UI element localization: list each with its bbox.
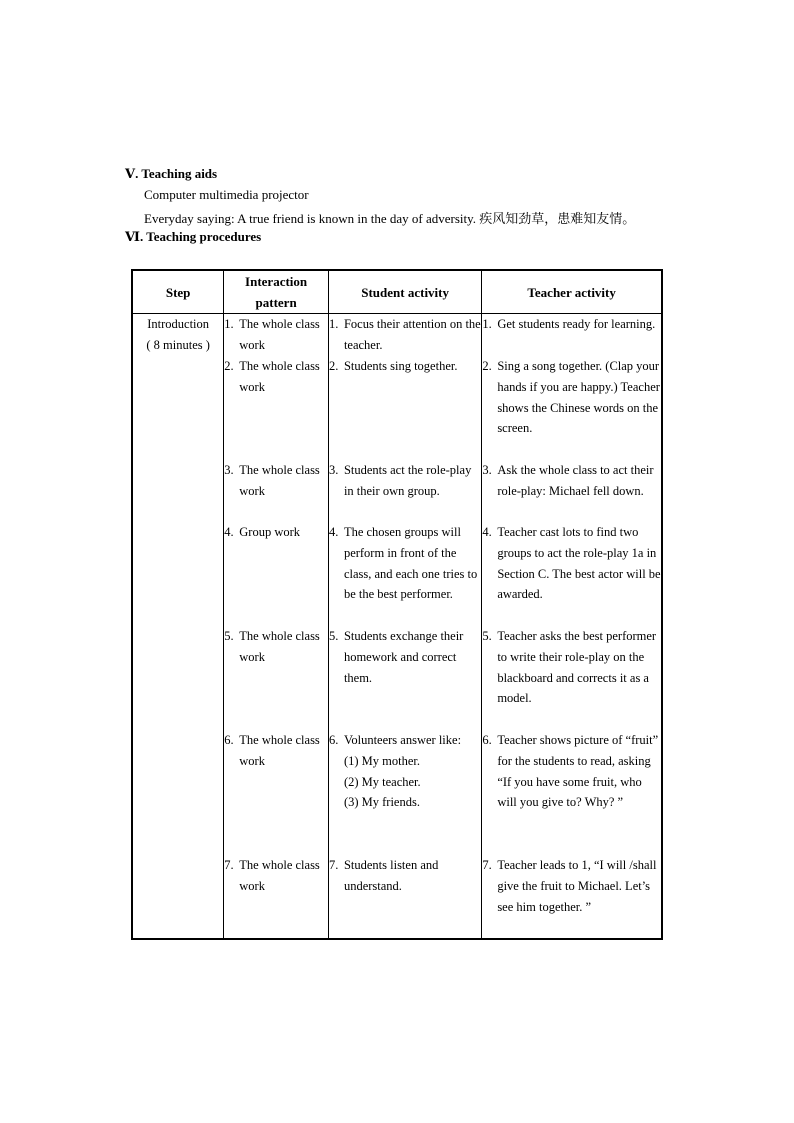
teacher-item: 7. Teacher leads to 1, “I will /shall give the fruit to Michael. Let’s see him together. ”	[482, 858, 657, 914]
header-pattern-line2: pattern	[255, 295, 297, 310]
teacher-activity-cell	[482, 314, 662, 940]
teacher-item: 6. Teacher shows picture of “fruit” for the students to read, asking “If you have some fruit, who will you give to? Why? ”	[482, 733, 659, 810]
teacher-item: 5. Teacher asks the best performer to write their role-play on the blackboard and corrects it as a model.	[482, 629, 657, 706]
pattern-item: 7. The whole class work	[224, 858, 320, 893]
pattern-item: 1. The whole class work	[224, 317, 320, 352]
student-item: 2. Students sing together.	[328, 359, 458, 373]
header-interaction-pattern	[224, 270, 329, 314]
pattern-item: 2. The whole class work	[224, 359, 320, 394]
section-heading-teaching-procedures: Ⅵ. Teaching procedures	[125, 229, 262, 244]
pattern-item: 6. The whole class work	[224, 733, 320, 768]
header-pattern-line1: Interaction	[245, 274, 308, 289]
student-item: 3. Students act the role-play in their own group.	[328, 463, 472, 498]
everyday-saying-line: Everyday saying: A true friend is known in the day of adversity. 疾风知劲草，患难知友情。	[144, 211, 636, 226]
student-sub-item: (1) My mother.	[343, 753, 420, 768]
step-name: Introduction	[147, 317, 210, 331]
student-sub-item: (2) My teacher.	[343, 774, 421, 789]
section-heading-teaching-aids: Ⅴ. Teaching aids	[125, 166, 218, 181]
pattern-cell	[224, 314, 329, 940]
student-item: 1. Focus their attention on the teacher.	[328, 317, 481, 352]
step-cell	[132, 314, 224, 940]
student-item: 7. Students listen and understand.	[328, 858, 439, 893]
header-student-activity: Student activity	[328, 270, 481, 314]
student-item: 4. The chosen groups will perform in front of the class, and each one tries to be the best performer.	[328, 525, 478, 602]
step-duration: ( 8 minutes )	[146, 337, 210, 352]
student-activity-cell	[328, 314, 481, 940]
teacher-item: 3. Ask the whole class to act their role-play: Michael fell down.	[482, 463, 654, 498]
student-item: 5. Students exchange their homework and correct them.	[328, 629, 464, 685]
teacher-item: 2. Sing a song together. (Clap your hands if you are happy.) Teacher shows the Chinese words on the screen.	[482, 359, 660, 436]
table-row	[132, 314, 662, 940]
procedures-table	[131, 269, 663, 940]
student-item: 6. Volunteers answer like: (1) My mother. (2) My teacher. (3) My friends.	[329, 730, 481, 855]
teacher-item: 4. Teacher cast lots to find two groups to act the role-play 1a in Section C. The best actor will be awarded.	[482, 525, 661, 602]
header-step: Step	[132, 270, 224, 314]
pattern-item: 3. The whole class work	[224, 463, 320, 498]
table-header-row	[132, 270, 662, 314]
header-teacher-activity: Teacher activity	[482, 270, 662, 314]
teaching-aid-line: Computer multimedia projector	[144, 187, 309, 202]
teacher-item: 1. Get students ready for learning.	[482, 317, 656, 331]
student-sub-item: (3) My friends.	[343, 795, 420, 810]
pattern-item: 4. Group work	[224, 525, 301, 539]
pattern-item: 5. The whole class work	[224, 629, 320, 664]
